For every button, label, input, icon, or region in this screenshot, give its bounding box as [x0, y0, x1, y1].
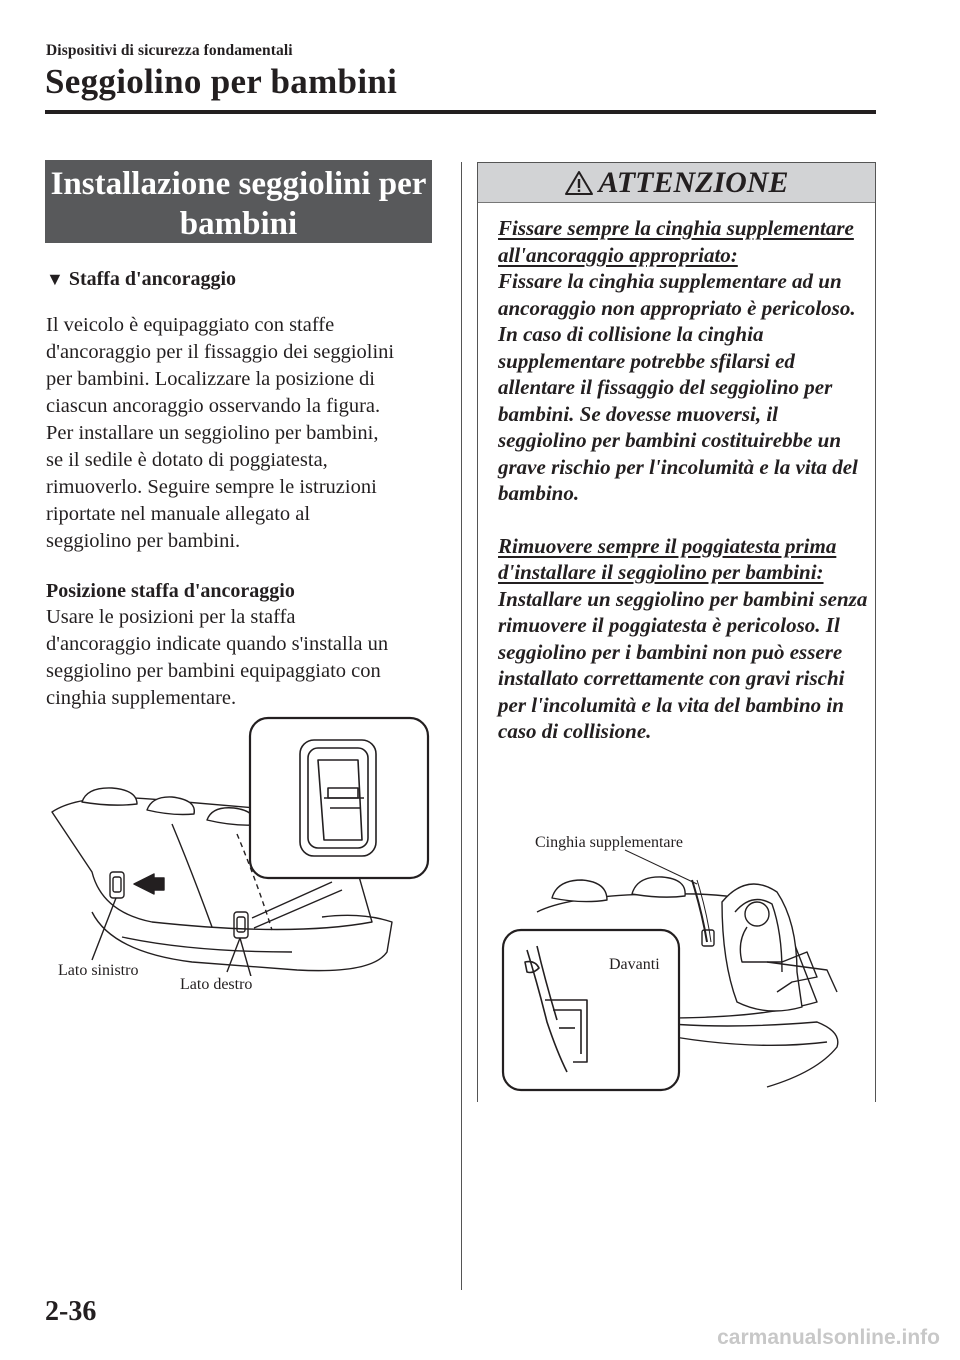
column-divider: [461, 162, 462, 1290]
warning-header: [478, 163, 875, 203]
section-banner: [45, 160, 432, 243]
warning-triangle-icon: [564, 170, 594, 196]
section-banner-text: Installazione seggiolini per bambini: [50, 166, 427, 242]
child-seat-illustration: [497, 832, 857, 1097]
warning-item-text: Fissare la cinghia supplementare ad un ancoraggio non appropriato è pericoloso. In caso di collisione la cinghia supplementare potrebbe sfilarsi ed allentare il fissaggio del seggiolino per bambini. Se dovesse muoversi, il seggiolino per bambini costituirebbe un grave rischio per l'incolumità e la vita del bambino.: [498, 269, 858, 505]
anchor-position-paragraph: Usare le posizioni per la staffa d'ancoraggio indicate quando s'installa un seggiolino per bambini equipaggiato con cinghia supplementare.: [46, 606, 389, 709]
anchor-position-heading: Posizione staffa d'ancoraggio: [46, 580, 295, 602]
title-rule: [45, 110, 876, 114]
right-side-label: Lato destro: [180, 976, 253, 993]
left-side-label: Lato sinistro: [58, 962, 139, 979]
watermark: carmanualsonline.info: [717, 1326, 940, 1349]
tether-strap-figure: [497, 832, 857, 1097]
front-label: Davanti: [609, 956, 660, 973]
page-title: Seggiolino per bambini: [45, 62, 398, 101]
warning-title: ATTENZIONE: [598, 165, 789, 199]
warning-item-heading: Rimuovere sempre il poggiatesta prima d'installare il seggiolino per bambini:: [498, 533, 837, 584]
page-number: 2-36: [45, 1296, 97, 1327]
warning-item: [498, 533, 868, 745]
anchor-location-figure: [42, 712, 442, 1012]
warning-item-text: Installare un seggiolino per bambini senza rimuovere il poggiatesta è pericoloso. Il seggiolino per i bambini non può essere installato correttamente con gravi rischi per l'incolumità e la vita del bambino in caso di collisione.: [498, 586, 868, 743]
strap-label: Cinghia supplementare: [535, 834, 683, 851]
subsection-heading: [46, 268, 236, 291]
subsection-heading-text: Staffa d'ancoraggio: [68, 268, 237, 290]
triangle-marker-icon: ▼: [46, 269, 64, 289]
warning-item: [498, 215, 868, 507]
intro-paragraph: Il veicolo è equipaggiato con staffe d'ancoraggio per il fissaggio dei seggiolini per bambini. Localizzare la posizione di ciascun ancoraggio osservando la figura. Per installare un seggiolino per bambini, se il sedile è dotato di poggiatesta, rimuoverlo. Seguire sempre le istruzioni riportate nel manuale allegato al seggiolino per bambini.: [46, 314, 395, 552]
breadcrumb: Dispositivi di sicurezza fondamentali: [46, 42, 293, 59]
warning-body: [498, 215, 868, 771]
warning-item-heading: Fissare sempre la cinghia supplementare all'ancoraggio appropriato:: [498, 216, 854, 267]
